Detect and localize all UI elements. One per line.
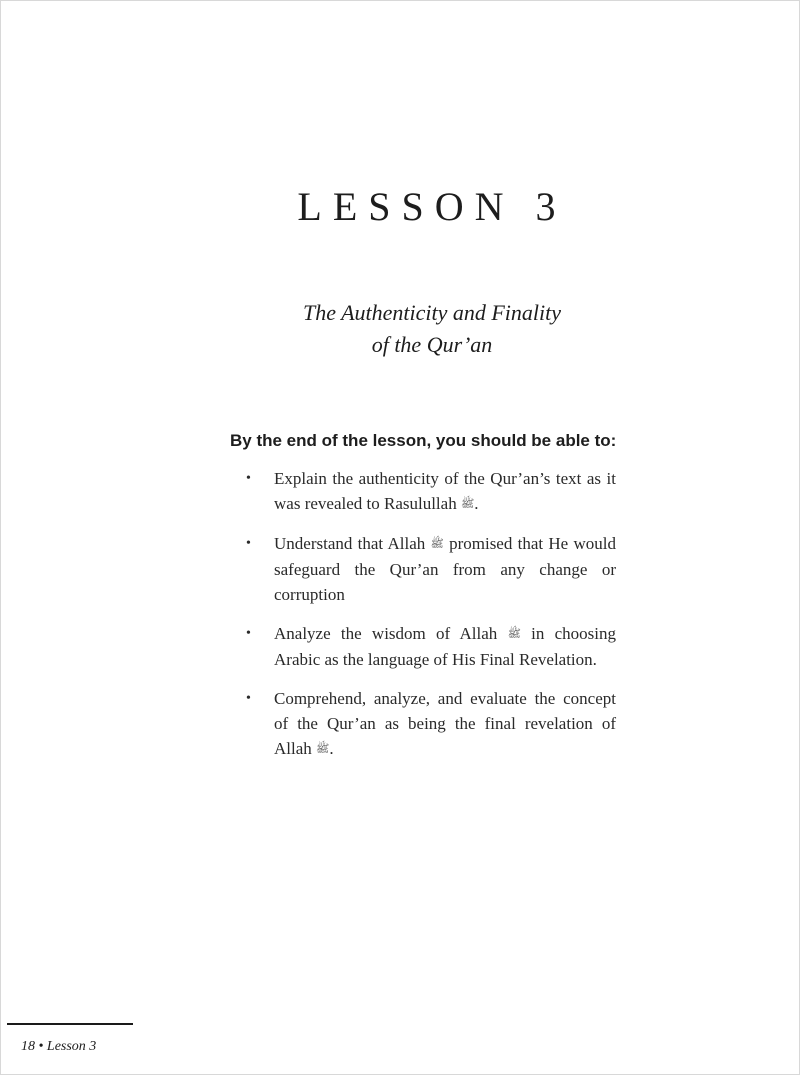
- lesson-title: LESSON 3: [297, 184, 567, 229]
- objectives-heading: By the end of the lesson, you should be able to:: [230, 431, 617, 450]
- page-footer: 18 • Lesson 3: [21, 1039, 97, 1054]
- bullet-icon: •: [246, 471, 251, 486]
- objective-item: [246, 531, 616, 607]
- lesson-subtitle: [1, 297, 800, 361]
- objective-text: Comprehend, analyze, and evaluate the concept of the Qur’an as being the final revelation of Allah: [274, 689, 616, 758]
- objective-item: [246, 686, 616, 762]
- honorific-glyph: ﷺ: [430, 538, 444, 550]
- objective-text-end: .: [474, 494, 479, 513]
- bullet-icon: •: [246, 691, 251, 706]
- honorific-glyph: ﷺ: [507, 628, 521, 640]
- honorific-glyph: ﷺ: [460, 498, 475, 510]
- footer-divider: [7, 1023, 133, 1025]
- objective-text-end: .: [329, 739, 334, 758]
- subtitle-line-2: of the Qur’an: [371, 332, 493, 357]
- bullet-icon: •: [246, 626, 251, 641]
- objective-item: [246, 466, 616, 517]
- objective-text: Explain the authenticity of the Qur’an’s text as it was revealed to Rasulullah: [274, 469, 616, 513]
- honorific-glyph: ﷺ: [316, 743, 330, 755]
- subtitle-line-1: The Authenticity and Finality: [302, 300, 562, 325]
- objective-text: Analyze the wisdom of Allah: [274, 624, 508, 643]
- objective-text-end: in choosing Arabic as the language of His Final Revelation.: [274, 624, 616, 669]
- objective-text-end: promised that He would safeguard the Qur’an from any change or corruption: [274, 534, 616, 604]
- objective-text: Understand that Allah: [274, 534, 431, 553]
- objective-item: [246, 621, 616, 672]
- objectives-list: [246, 466, 616, 776]
- bullet-icon: •: [246, 536, 251, 551]
